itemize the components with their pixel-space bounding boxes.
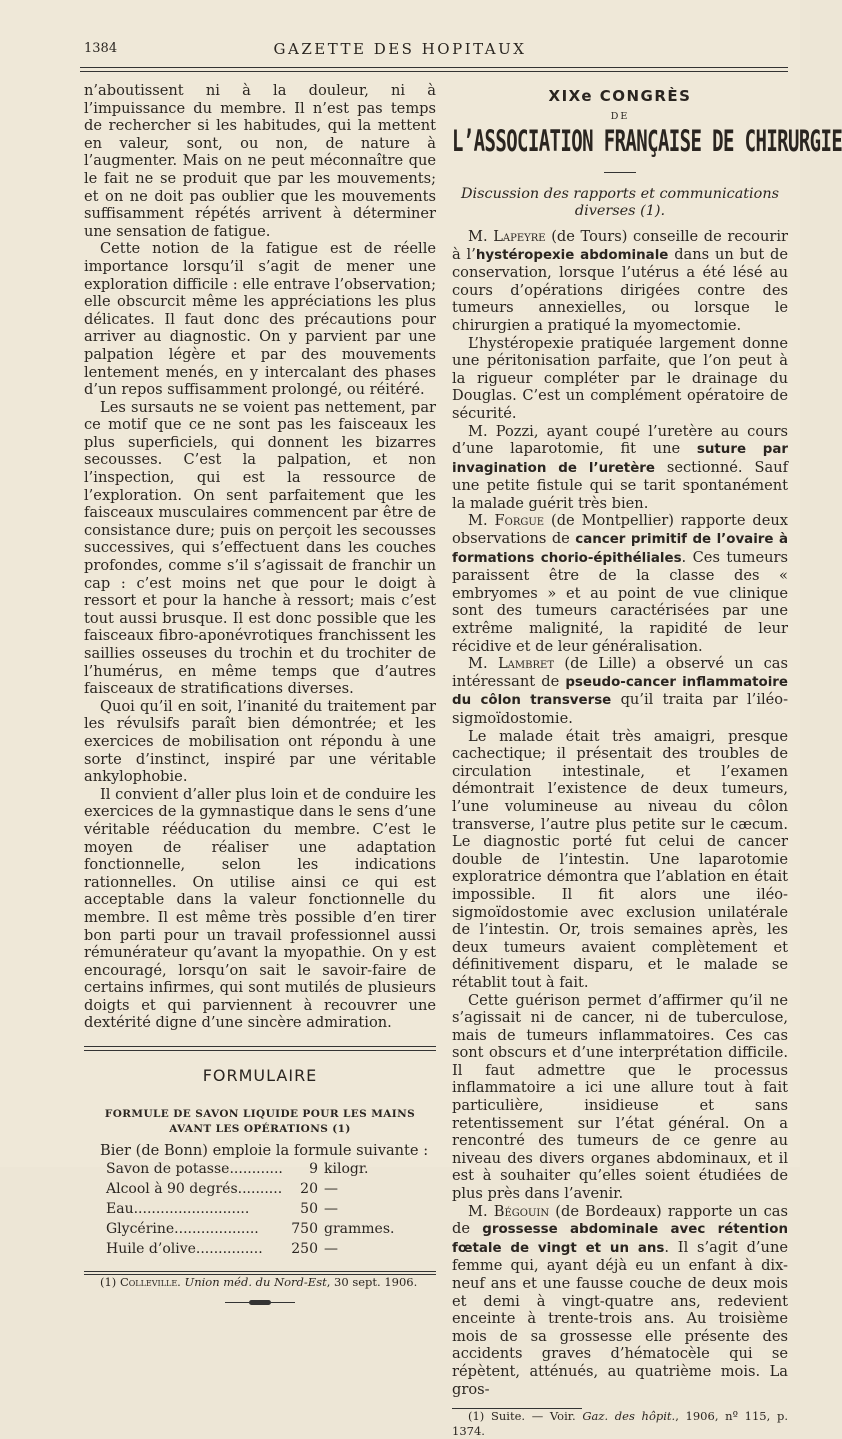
formula-row [106,1219,394,1239]
ingredient-quantity: 250 [291,1241,318,1258]
right-paragraph: L’hystéropexie pratiquée largement donne une péritonisation parfaite, que l’on peut à la rigueur compléter par le drainage du Douglas. C’est un complément opératoire de sécurité. [452,334,788,422]
footnote-author: Colleville. [119,1275,181,1290]
communication-begouin: M. Bégouin (de Bordeaux) rapporte un cas de grossesse abdominale avec rétention fœtale de vingt et un ans. Il s’agit d’une femme qui, ayant déjà eu un enfant à dix-neuf ans et une fausse couche de deux mois et demi à vingt-quatre ans, redevient enceinte à trente-trois ans. Au troisième mois de sa grossesse elle présente des accidents graves d’hématocèle qui se répètent, atténués, au quatrième mois. La gros- [452,1202,788,1398]
ingredient-quantity: 20 [300,1181,318,1198]
heading-short-rule [604,172,636,173]
left-paragraph: n’aboutissent ni à la douleur, ni à l’impuissance du membre. Il n’est pas temps de rechercher si les habitudes, qui la mettent en valeur, sont, ou non, de nature à l’augmenter. Mais on ne peut méconnaître que le fait ne se produit que par les mouvements; et on ne doit pas oublier que les mouvements suffisamment répétés arrivent à déterminer une sensation de fatigue. [84,82,436,240]
author-name: Lapeyre [493,227,546,245]
left-paragraph: Il convient d’aller plus loin et de conduire les exercices de la gymnastique dans le sens d’une véritable rééducation du membre. C’est le moyen de réaliser une adaptation fonctionnelle, selon les indications rationnelles. On utilise ainsi ce qui est acceptable dans la valeur fonctionnelle du membre. Il est même très possible d’en tirer bon parti pour un travail professionnel aussi rémunérateur qu’avant la myopathie. On y est encouragé, lorsqu’on sait le savoir-faire de certains infirmes, qui sont mutilés de plusieurs doigts et qui parviennent à recouvrer une dextérité digne d’une sincère admiration. [84,785,436,1032]
association-heading: L’ASSOCIATION FRANÇAISE DE CHIRURGIE [452,124,842,159]
communication-forgue: M. Forgue (de Montpellier) rapporte deux observations de cancer primitif de l’ovaire à formations chorio-épithéliales. Ces tumeurs paraissent être de la classe des « embryomes » et au point de vue clinique sont des tumeurs caractérisées par une extrême malignité, la rapidité de leur récidive et de leur généralisation. [452,512,788,655]
ingredient-unit: — [324,1201,338,1218]
topic-highlight: pseudo-cancer inflammatoire du côlon transverse [452,674,788,709]
formula-row [106,1179,394,1199]
formulaire-footnote: (1) Colleville. Union méd. du Nord-Est, 30 sept. 1906. [100,1275,418,1290]
ingredient-quantity: 9 [309,1161,318,1178]
communication-pozzi: M. Pozzi, ayant coupé l’uretère au cours d’une laparotomie, fit une suture par invagination de l’uretère sectionné. Sauf une petite fistule qui se tarit spontanément la malade guérit très bien. [452,422,788,512]
ingredient-unit: grammes. [324,1221,395,1238]
author-name: Forgue [494,512,545,530]
ingredient-quantity: 750 [291,1221,318,1238]
ingredient-unit: kilogr. [324,1161,369,1178]
formula-row [106,1239,394,1259]
communication-lapeyre: M. Lapeyre (de Tours) conseille de recourir à l’hystéropexie abdominale dans un but de conservation, lorsque l’utérus a été lésé au cours d’opérations dirigées contre des tumeurs annexielles, ou lorsque le chirurgien a pratiqué la myomectomie. [452,227,788,334]
author-name: Bégouin [493,1202,550,1220]
left-column [84,82,436,1306]
congress-heading-de: DE [610,110,630,122]
formulaire-title: FORMULAIRE [202,1066,318,1086]
ingredient-unit: — [324,1241,338,1258]
formula-row [106,1199,394,1219]
journal-title: GAZETTE DES HOPITAUX [273,40,527,58]
ingredient-name: Savon de potasse............ [106,1161,283,1178]
formulaire-subtitle-line1: FORMULE DE SAVON LIQUIDE POUR LES MAINS [104,1107,416,1120]
ingredient-name: Huile d’olive............... [106,1241,263,1258]
topic-highlight: cancer primitif de l’ovaire à formations chorio-épithéliales [452,532,788,566]
topic-highlight: hystéropexie abdominale [475,247,669,263]
ingredient-name: Eau.......................... [106,1201,250,1218]
author-name: Lambret [497,655,554,673]
left-paragraph: Les sursauts ne se voient pas nettement, par ce motif que ce ne sont pas les faisceaux les plus superficiels, qui donnent les bizarres secousses. C’est la palpation, et non l’inspection, qui est la ressource de l’exploration. On sent parfaitement que les faisceaux musculaires commencent par être de consistance dure; puis on perçoit les secousses successives, qui s’effectuent dans les couches profondes, comme s’il s’agissait de franchir un cap : c’est moins net que pour le doigt à ressort et pour la hanche à ressort; mais c’est tout aussi brusque. Il est donc possible que les faisceaux fibro-aponévrotiques franchissent les saillies osseuses du trochin et du trochiter de l’humérus, en même temps que d’autres faisceaux de stratifications diverses. [84,398,436,698]
communication-lambret: M. Lambret (de Lille) a observé un cas intéressant de pseudo-cancer inflammatoire du côlon transverse qu’il traita par l’iléo-sigmoïdostomie. [452,655,789,727]
discussion-title: Discussion des rapports et communications diverses (1). [461,185,779,220]
ingredient-unit: — [324,1181,338,1198]
topic-highlight: suture par invagination de l’uretère [452,442,788,476]
right-paragraph: Cette guérison permet d’affirmer qu’il ne s’agissait ni de cancer, ni de tuberculose, mais de tumeurs inflammatoires. Ces cas sont obscurs et d’une interprétation difficile. Il faut admettre que le processus inflammatoire a ici une allure tout à fait particulière, insidieuse et sans retentissement sur l’état général. On a rencontré des tumeurs de ce genre au niveau des divers organes abdominaux, et il est à souhaiter qu’elles soient étudiées de plus près dans l’avenir. [452,991,788,1203]
right-column [452,82,842,1439]
page-number: 1384 [84,41,118,56]
left-paragraph: Cette notion de la fatigue est de réelle importance lorsqu’il s’agit de mener une exploration difficile : elle entrave l’observation; elle obscurcit même les appréciations les plus délicates. Il faut donc des précautions pour arriver au diagnostic. On y parvient par une palpation légère et par des mouvements lentement menés, en y intercalant des phases d’un repos suffisamment prolongé, ou réitéré. [84,240,436,399]
formulaire-intro: Bier (de Bonn) emploie la formule suivante : [100,1141,429,1159]
formulaire-subtitle [84,1107,436,1137]
left-paragraph: Quoi qu’il en soit, l’inanité du traitement par les révulsifs paraît bien démontrée; et les exercices de mobilisation ont répondu à une sorte d’instinct, inspiré par une véritable ankylophobie. [84,697,436,786]
formulaire-subtitle-line2: AVANT LES OPÉRATIONS (1) [169,1122,351,1135]
ornament-divider [225,1298,295,1306]
header-rule-bottom [80,71,788,72]
footnote-date: , 30 sept. 1906. [326,1275,418,1290]
ingredient-name: Alcool à 90 degrés.......... [106,1181,283,1198]
ingredient-quantity: 50 [300,1201,318,1218]
footnote-journal: Union méd. du Nord-Est [184,1275,327,1290]
section-separator [84,1046,436,1051]
header-rule-top [80,67,788,68]
ingredient-name: Glycérine................... [106,1221,259,1238]
right-footnote: (1) Suite. — Voir. Gaz. des hôpit., 1906, nº 115, p. 1374. [452,1409,788,1439]
formula-row [106,1159,394,1179]
formula-table [106,1159,394,1259]
right-paragraph: Le malade était très amaigri, presque cachectique; il présentait des troubles de circulation intestinale, et l’examen démontrait l’existence de deux tumeurs, l’une volumineuse au niveau du côlon transverse, l’autre plus petite sur le cæcum. Le diagnostic porté fut celui de cancer double de l’intestin. Une laparotomie exploratrice démontra que l’ablation en était impossible. Il fit alors une iléo-sigmoïdostomie avec exclusion unilatérale de l’intestin. Or, trois semaines après, les deux tumeurs avaient complètement et définitivement disparu, et le malade se rétablit tout à fait. [452,727,788,991]
topic-highlight: grossesse abdominale avec rétention fœtale de vingt et un ans [452,1222,788,1256]
congress-heading: XIXe CONGRÈS [548,87,692,105]
